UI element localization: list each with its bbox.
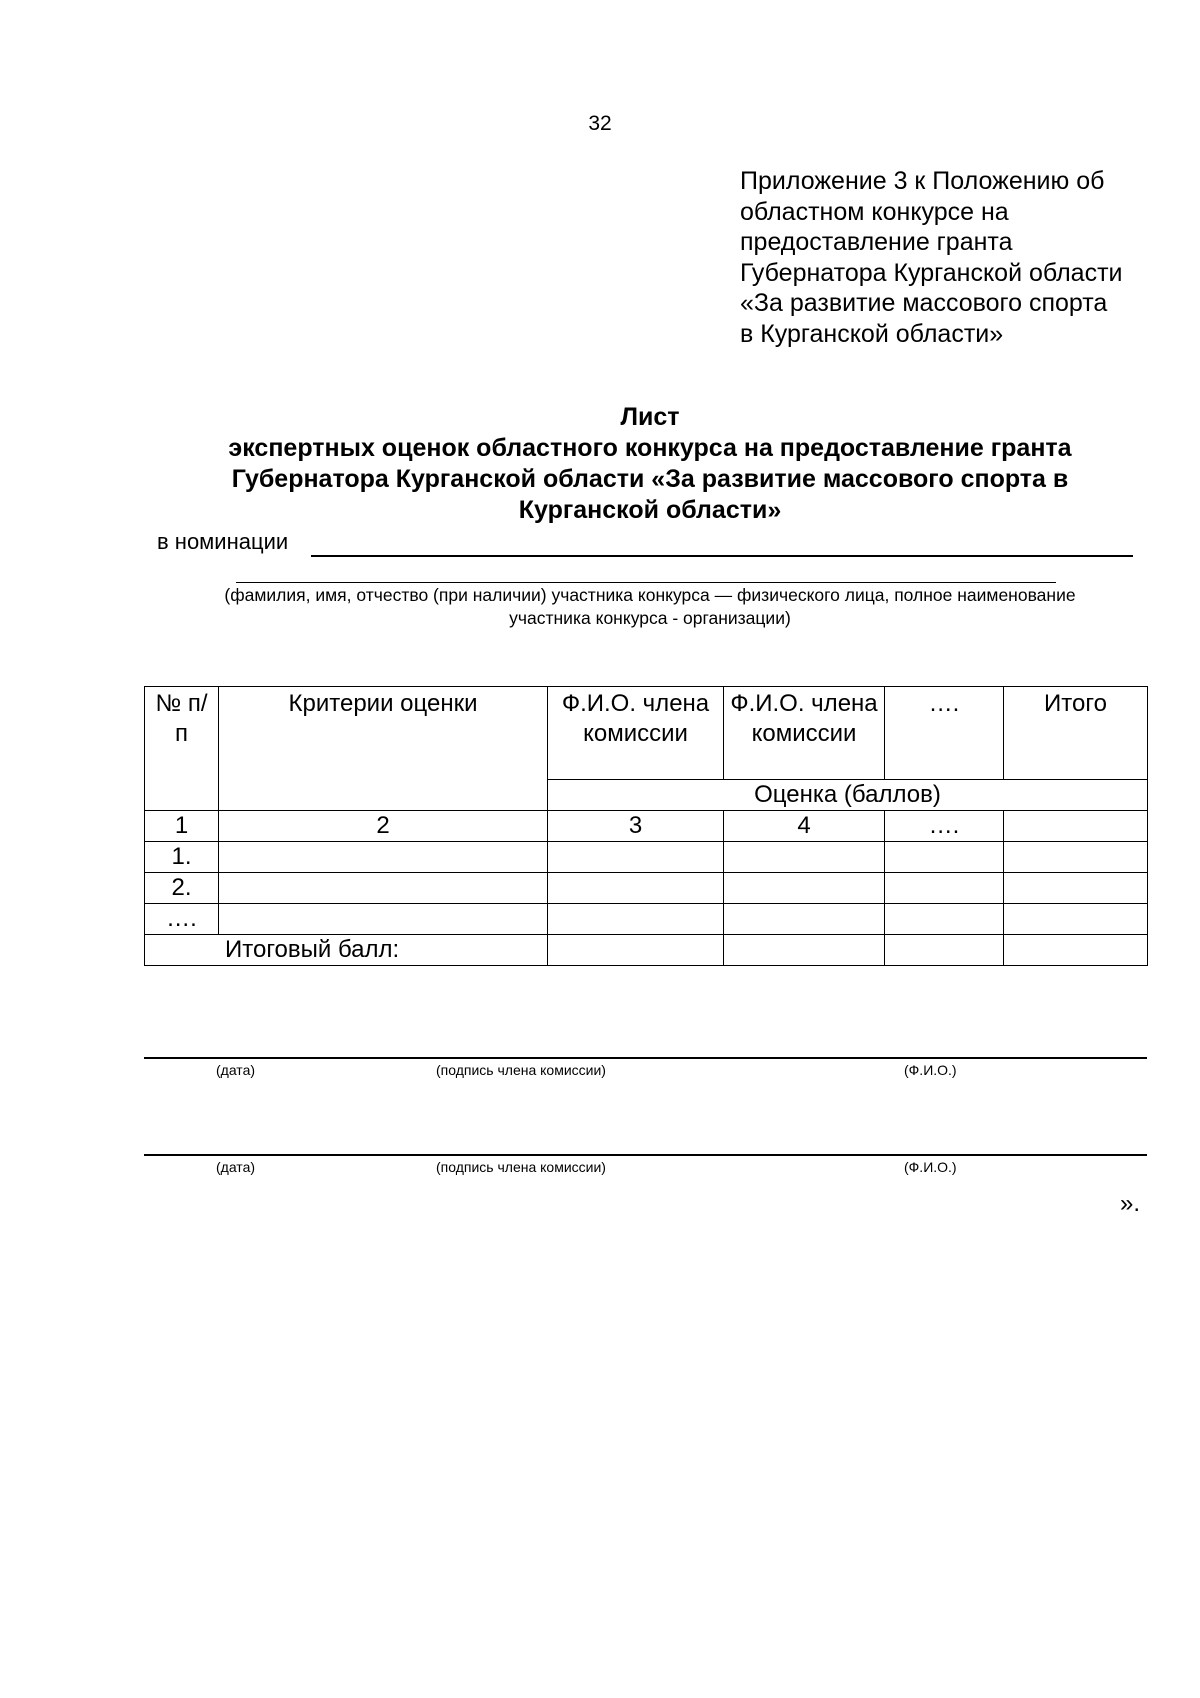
criteria-cell[interactable] [219,873,548,904]
appendix-line: «За развитие массового спорта [740,289,1108,317]
hint-line: участника конкурса - организации) [509,608,791,628]
header-score-group: Оценка (баллов) [548,780,1148,811]
table-row [145,904,1148,935]
total-score-cell[interactable] [885,935,1004,966]
header-member-1: Ф.И.О. члена комиссии [548,687,724,780]
total-label: Итоговый балл: [145,935,548,966]
name-caption: (Ф.И.О.) [904,1062,957,1078]
score-cell[interactable] [724,873,885,904]
header-num: № п/п [145,687,219,811]
row-number: …. [145,904,219,935]
row-number: 2. [145,873,219,904]
date-caption: (дата) [216,1062,256,1078]
row-number: 1. [145,842,219,873]
score-cell[interactable] [548,904,724,935]
index-cell: …. [885,811,1004,842]
index-cell: 2 [219,811,548,842]
closing-quote: ». [1120,1190,1141,1217]
nomination-label: в номинации [157,529,289,554]
total-cell[interactable] [1004,842,1148,873]
date-caption: (дата) [216,1159,256,1175]
total-score-cell[interactable] [1004,935,1148,966]
scores-table [144,686,1148,966]
table-row [145,842,1148,873]
total-score-cell[interactable] [724,935,885,966]
score-cell[interactable] [548,842,724,873]
name-caption: (Ф.И.О.) [904,1159,957,1175]
signature-caption: (подпись члена комиссии) [436,1159,606,1175]
index-row [145,811,1148,842]
hint-line: (фамилия, имя, отчество (при наличии) участника конкурса — физического лица, полное наименование [224,585,1076,605]
participant-hint [130,584,1170,630]
index-cell: 1 [145,811,219,842]
document-title [130,402,1170,526]
participant-field[interactable] [236,582,1056,583]
criteria-cell[interactable] [219,904,548,935]
total-cell[interactable] [1004,873,1148,904]
total-score-cell[interactable] [548,935,724,966]
signature-caption: (подпись члена комиссии) [436,1062,606,1078]
title-line: Курганской области» [518,496,782,524]
appendix-line: областном конкурсе на [740,197,1009,226]
header-total: Итого [1004,687,1148,780]
score-cell[interactable] [885,842,1004,873]
score-cell[interactable] [885,904,1004,935]
header-more: …. [885,687,1004,780]
appendix-line: в Курганской области» [740,319,1004,348]
signature-line[interactable] [144,1057,1147,1059]
nomination-field[interactable] [311,555,1133,557]
score-cell[interactable] [724,904,885,935]
table-row [145,873,1148,904]
score-cell[interactable] [885,873,1004,904]
appendix-note [740,166,1180,349]
index-cell [1004,811,1148,842]
total-row [145,935,1148,966]
header-member-2: Ф.И.О. члена комиссии [724,687,885,780]
score-cell[interactable] [724,842,885,873]
title-line: Лист [620,403,680,431]
appendix-line: предоставление гранта [740,228,1013,256]
appendix-line: Приложение 3 к Положению об [740,167,1105,195]
page-number: 32 [588,112,612,135]
score-cell[interactable] [548,873,724,904]
total-cell[interactable] [1004,904,1148,935]
criteria-cell[interactable] [219,842,548,873]
header-criteria: Критерии оценки [219,687,548,811]
title-line: Губернатора Курганской области «За развитие массового спорта в [231,465,1069,493]
index-cell: 4 [724,811,885,842]
title-line: экспертных оценок областного конкурса на предоставление гранта [228,434,1072,462]
index-cell: 3 [548,811,724,842]
signature-line[interactable] [144,1154,1147,1156]
appendix-line: Губернатора Курганской области [740,258,1123,287]
